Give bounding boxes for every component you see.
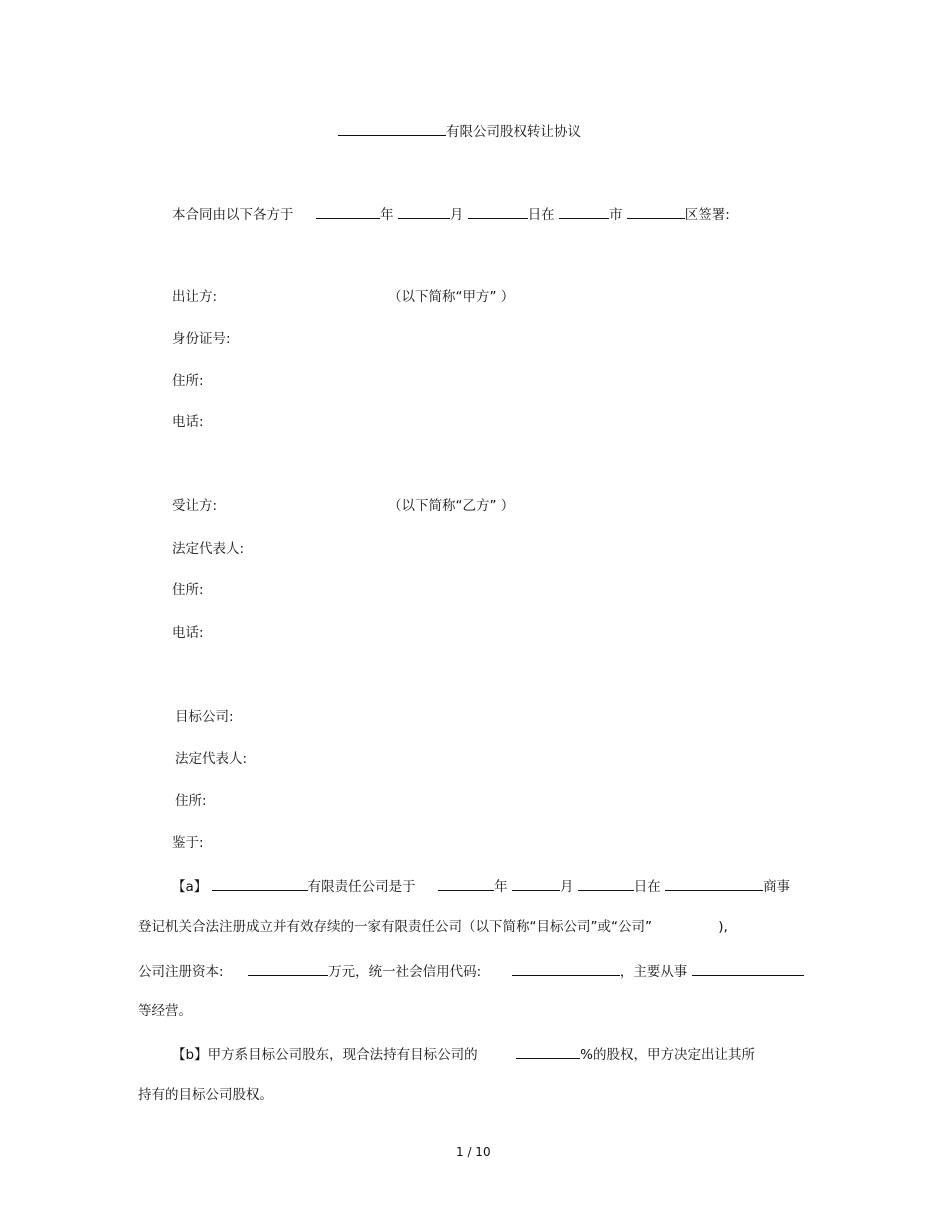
year-blank[interactable] (316, 204, 380, 219)
clause-b-line2: 持有的目标公司股权。 (138, 1087, 273, 1103)
registered-capital-blank[interactable] (248, 961, 328, 976)
target-rep-label: 法定代表人: (175, 751, 248, 767)
party-b-address-label: 住所: (172, 582, 204, 598)
party-a-phone-label: 电话: (172, 414, 204, 430)
equity-percent-blank[interactable] (516, 1044, 580, 1059)
party-b-label: 受让方: (172, 498, 218, 514)
party-b-rep-label: 法定代表人: (172, 541, 245, 557)
clause-a-day-blank[interactable] (578, 876, 634, 891)
clause-b-marker: 【b】 (172, 1047, 208, 1063)
document-title: 有限公司股权转让协议 (338, 121, 581, 141)
city-blank[interactable] (559, 204, 609, 219)
party-a-label: 出让方: (172, 289, 218, 305)
clause-a-month-blank[interactable] (512, 876, 560, 891)
business-scope-blank[interactable] (692, 961, 804, 976)
month-blank[interactable] (398, 204, 450, 219)
company-name-blank[interactable] (338, 121, 446, 136)
clause-a-line3: 公司注册资本: 万元，统一社会信用代码: ，主要从事 (138, 961, 804, 981)
party-b-alias: （以下简称“乙方” ） (388, 498, 515, 514)
target-address-label: 住所: (175, 793, 207, 809)
clause-a-line4: 等经营。 (138, 1003, 192, 1019)
clause-a-authority-blank[interactable] (665, 876, 763, 891)
clause-a-line1: 【a】 有限责任公司是于 年 月 日在 商事 (172, 876, 790, 896)
clause-a-line2: 登记机关合法注册成立并有效存续的一家有限责任公司（以下简称“目标公司”或“公司” ), (138, 919, 728, 935)
signing-line: 本合同由以下各方于 年 月 日在 市 区签署: (172, 204, 730, 224)
party-a-alias: （以下简称“甲方” ） (388, 289, 515, 305)
day-blank[interactable] (468, 204, 528, 219)
party-b-phone-label: 电话: (172, 625, 204, 641)
party-a-id-label: 身份证号: (172, 331, 231, 347)
credit-code-blank[interactable] (512, 961, 620, 976)
party-a-address-label: 住所: (172, 373, 204, 389)
clause-a-marker: 【a】 (172, 879, 208, 895)
target-company-label: 目标公司: (175, 709, 234, 725)
page-number: 1 / 10 (456, 1145, 491, 1159)
district-blank[interactable] (627, 204, 685, 219)
clause-b-line1: 【b】甲方系目标公司股东，现合法持有目标公司的 %的股权，甲方决定出让其所 (172, 1044, 755, 1064)
clause-a-company-blank[interactable] (212, 876, 308, 891)
whereas-label: 鉴于: (172, 835, 204, 851)
clause-a-year-blank[interactable] (438, 876, 494, 891)
